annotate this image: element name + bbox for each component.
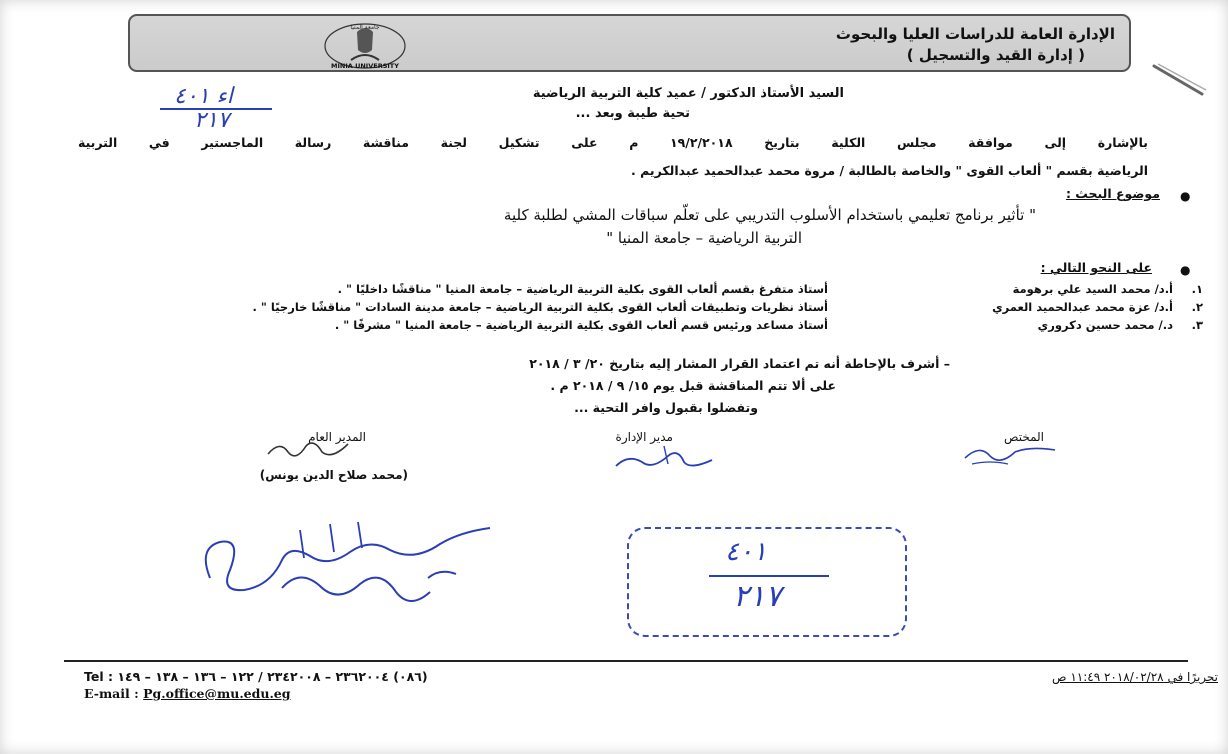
body-line1: بالإشارة إلى موافقة مجلس الكلية بتاريخ ١٩/٢/٢٠١٨ م على تشكيل لجنة مناقشة رسالة الماجستير في التربية: [78, 135, 1148, 150]
university-logo: [317, 20, 413, 70]
email-link[interactable]: Pg.office@mu.edu.eg: [143, 686, 291, 701]
footer-divider: [64, 660, 1188, 662]
list-item: [80, 300, 1203, 318]
member-name: د./ محمد حسين دكروري: [1037, 318, 1173, 332]
member-number: ٢.: [1191, 300, 1203, 314]
header-subtitle: ( إدارة القيد والتسجيل ): [906, 46, 1085, 64]
body-line2: الرياضية بقسم " ألعاب القوى " والخاصة بالطالبة / مروة محمد عبدالحميد عبدالكريم .: [631, 163, 1148, 178]
list-item: [80, 282, 1203, 300]
topic-line2: التربية الرياضية – جامعة المنيا ": [606, 229, 802, 247]
ref-note-line1: اء ٤٠١: [174, 84, 233, 109]
printed-date: تحريرًا في ٢٠١٨/٠٢/٢٨ ١١:٤٩ ص: [1051, 670, 1218, 684]
committee-members-list: [80, 282, 1203, 336]
admin-director-signature-icon: [608, 440, 718, 476]
member-role: أستاذ مساعد ورئيس قسم ألعاب القوى بكلية التربية الرياضية – جامعة المنيا " مشرفًا " .: [334, 318, 828, 332]
header-text: [555, 24, 1115, 66]
addressee: السيد الأستاذ الدكتور / عميد كلية التربية الرياضية: [532, 86, 844, 101]
member-number: ١.: [1191, 282, 1203, 296]
stamp-number-top: ٤٠١: [725, 537, 767, 567]
topic-bullet: ●: [1180, 189, 1191, 203]
footer-email: [84, 686, 291, 701]
handwritten-annotation-icon: [190, 508, 520, 626]
specialist-signature-icon: [960, 440, 1060, 470]
email-label: E-mail :: [84, 686, 139, 701]
tel-numbers: (٠٨٦) ٢٣٦٢٠٠٤ – ٢٣٤٢٠٠٨ / ١٢٢ – ١٣٦ – ١٣٨ – ١٤٩: [117, 669, 428, 684]
member-name: أ.د/ عزة محمد عبدالحميد العمري: [992, 300, 1173, 314]
footer-tel: [84, 669, 428, 684]
tel-label: Tel :: [84, 669, 113, 684]
general-director-label: المدير العام: [308, 430, 366, 444]
stamp-number-bottom: ٢١٧: [733, 579, 782, 614]
admin-director-label: مدير الإدارة: [615, 430, 673, 444]
closing-line: وتفضلوا بقبول وافر التحية ...: [574, 400, 758, 415]
received-stamp: [627, 527, 907, 637]
deadline-line: على ألا تتم المناقشة قبل يوم ١٥/ ٩ / ٢٠١٨ م .: [550, 378, 836, 393]
logo-arabic-text: جامعة المنيا: [350, 24, 380, 31]
header-title: الإدارة العامة للدراسات العليا والبحوث: [835, 25, 1115, 43]
header-banner: [128, 14, 1131, 72]
ref-note-line2: ٢١٧: [194, 108, 230, 133]
handwritten-ref-note: [160, 84, 280, 134]
general-director-signature-icon: [262, 434, 352, 464]
member-name: أ.د/ محمد السيد علي برهومة: [1012, 282, 1173, 296]
member-role: أستاذ نظريات وتطبيقات ألعاب القوى بكلية التربية الرياضية – جامعة مدينة السادات " مناقشًا خارجيًا " .: [252, 300, 828, 314]
logo-english-text: MINIA UNIVERSITY: [331, 62, 399, 70]
greeting: تحية طيبة وبعد ...: [575, 106, 690, 121]
member-number: ٣.: [1191, 318, 1203, 332]
paperclip-icon: [1150, 60, 1210, 100]
general-director-name: (محمد صلاح الدين يونس): [259, 468, 408, 482]
topic-label: موضوع البحث :: [1065, 186, 1160, 201]
member-role: أستاذ متفرغ بقسم ألعاب القوى بكلية التربية الرياضية – جامعة المنيا " مناقشًا داخليًا " .: [337, 282, 828, 296]
list-item: [80, 318, 1203, 336]
members-label: على النحو التالي :: [1040, 260, 1152, 275]
specialist-label: المختص: [1004, 430, 1044, 444]
members-bullet: ●: [1180, 263, 1191, 277]
topic-line1: " تأثير برنامج تعليمي باستخدام الأسلوب التدريبي على تعلّم سباقات المشي لطلبة كلية: [503, 206, 1036, 224]
approval-line: – أشرف بالإحاطة أنه تم اعتماد القرار المشار إليه بتاريخ ٢٠/ ٣ / ٢٠١٨: [529, 356, 950, 371]
nefertiti-logo-icon: [317, 20, 413, 70]
